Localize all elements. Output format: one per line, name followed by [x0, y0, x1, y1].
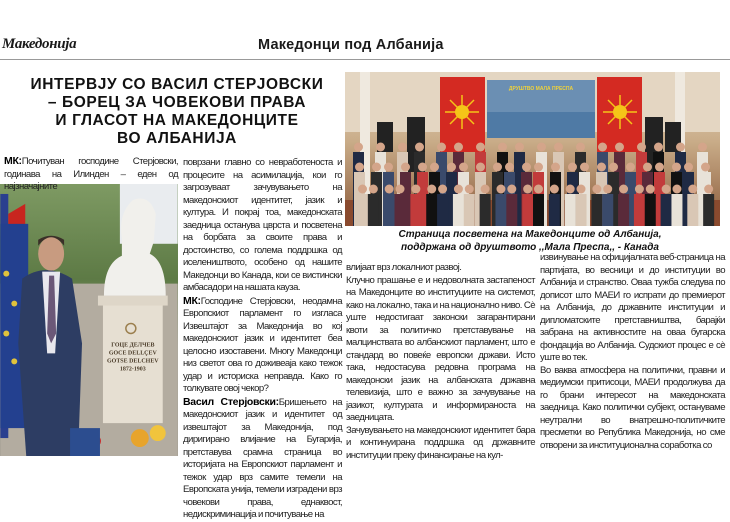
person-head — [385, 185, 394, 194]
person-head — [369, 185, 378, 194]
person-head — [398, 143, 407, 152]
person-head — [698, 143, 707, 152]
headline-line: ИНТЕРВЈУ СО ВАСИЛ СТЕРЈОВСКИ — [30, 76, 324, 93]
person-head — [355, 163, 364, 172]
person-head — [522, 163, 531, 172]
person-body — [495, 194, 506, 226]
person-head — [554, 143, 563, 152]
person-body — [480, 194, 491, 226]
person-body — [426, 194, 437, 226]
person-head — [401, 163, 410, 172]
person-head — [505, 163, 514, 172]
person-head — [626, 163, 635, 172]
person-head — [507, 185, 516, 194]
person-head — [684, 163, 693, 172]
person-head — [493, 163, 502, 172]
publication-logo: Македонија — [2, 36, 77, 52]
person-head — [598, 143, 607, 152]
person-head — [672, 185, 681, 194]
speaker-label: МК: — [183, 294, 201, 307]
person-head — [384, 163, 393, 172]
person-head — [459, 163, 468, 172]
person-head — [396, 185, 405, 194]
person-head — [676, 143, 685, 152]
person-head — [654, 143, 663, 152]
person-head — [465, 185, 474, 194]
person-head — [637, 143, 646, 152]
caption-line: поддржана од друштвото ,,Мала Преспа,, - Канада — [401, 241, 659, 253]
speaker-label: Васил Стерјовски: — [183, 395, 279, 408]
person-head — [376, 143, 385, 152]
person-head — [576, 143, 585, 152]
answer-text: Бришењето на македонскиот јазик и идентитет од извештајот за Македонија, под диригирано влијание на Бугарија, претставува срамна страница во историјата на Европскиот парламент и тежок удар врз самите темели на Европската унија, темели изградени врз човекови права, еднаквост, недискриминација и почитување на — [183, 396, 342, 520]
monument-inscription: 1872-1903 — [119, 366, 146, 373]
person-body — [395, 194, 406, 226]
headline-line: ВО АЛБАНИЈА — [117, 130, 237, 147]
person-head — [354, 143, 363, 152]
person-head — [609, 163, 618, 172]
person-body — [591, 194, 602, 226]
person-body — [687, 194, 698, 226]
person-body — [645, 194, 656, 226]
person-head — [537, 143, 546, 152]
photo-caption — [380, 229, 680, 254]
person-head — [476, 143, 485, 152]
person-head — [615, 143, 624, 152]
person-body — [437, 194, 448, 226]
paragraph: Зачувувањето на македонскиот идентитет бара и континуирана поддршка од државните институции преку финансирање на кул- — [346, 424, 535, 461]
person-head — [430, 163, 439, 172]
person-head — [418, 163, 427, 172]
caption-line: Страница посветена на Македонците од Албанија, — [398, 229, 662, 240]
paragraph: Клучно прашање е и недоволната застапеност на Македонците во институциите на системот, како на локално, така и на национално ниво. Сè уште недостигаат законски загарантирани квоти за политичко претставување на малцинствата во албанскиот парламент, што е стандард во повеќе европски држави. Исто така, недостасува редовна програма на македонски јазик на албанската државна телевизија, што е важно за зачувување на јазикот, културата и информираноста на заедницата. — [346, 274, 535, 423]
person-head — [619, 185, 628, 194]
person-body — [576, 194, 587, 226]
person-head — [568, 163, 577, 172]
person-head — [372, 163, 381, 172]
question-text: Почитуван господине Стерјовски, годинава на Илинден – еден од најзначајните — [4, 156, 178, 192]
person-body — [549, 194, 560, 226]
person-body — [618, 194, 629, 226]
person-head — [358, 185, 367, 194]
person-head — [438, 185, 447, 194]
person-body — [703, 194, 714, 226]
person-head — [597, 163, 606, 172]
person-body — [602, 194, 613, 226]
person-body — [533, 194, 544, 226]
person-head — [566, 185, 575, 194]
person-head — [534, 163, 543, 172]
person-head — [577, 185, 586, 194]
person-head — [688, 185, 697, 194]
person-head — [427, 185, 436, 194]
person-body — [634, 194, 645, 226]
monument-inscription: ГОЦЕ ДЕЛЧЕВ — [111, 342, 155, 349]
question-text: Господине Стерјовски, неодамна Европскиот парламент го изгласа Извештајот за Македонија во кој македонскиот јазик и идентитет беа целосно изоставени. Многу Македонци низ светот ова го доживеаја како тежок удар и историска неправда. Како го толкувате овој чекор? — [183, 295, 342, 394]
article-column-4 — [540, 252, 725, 452]
person-body — [671, 194, 682, 226]
section-title: Македонци под Албанија — [258, 37, 444, 53]
header-rule — [0, 59, 730, 60]
headline-line: И ГЛАСОТ НА МАКЕДОНЦИТЕ — [55, 112, 299, 129]
paragraph: Во ваква атмосфера на политички, правни и медиумски притисоци, МАЕИ продолжува да го брани интересот на македонската заедница. Како политички субјект, остануваме неутрални во внатрешно-политичките пресметки во Република Македонија, но сме отворени за институционална соработка со — [540, 364, 725, 451]
person-head — [454, 143, 463, 152]
person-head — [437, 143, 446, 152]
person-head — [701, 163, 710, 172]
person-body — [384, 194, 395, 226]
person-body — [410, 194, 421, 226]
person-head — [672, 163, 681, 172]
person-head — [415, 143, 424, 152]
person-head — [635, 185, 644, 194]
person-head — [704, 185, 713, 194]
article-column-1 — [4, 155, 178, 194]
monument-inscription: GOTSE DELCHEV — [107, 358, 159, 365]
person-head — [454, 185, 463, 194]
person-body — [522, 194, 533, 226]
person-head — [476, 163, 485, 172]
paragraph: извинување на официјалната веб-страница на партијата, во весници и до институции во Албанија и странство. Оваа тужба следува по дописот што МАЕИ го испрати до премиерот на Албанија, до државните институции и дипломатските претставништва, барајќи забрана на активностите на оваа бугарска фондација во Албанија. Судскиот процес е сè уште во тек. — [540, 252, 725, 363]
person-head — [603, 185, 612, 194]
person-body — [368, 194, 379, 226]
article-column-3 — [346, 262, 535, 462]
person-head — [496, 185, 505, 194]
person-body — [565, 194, 576, 226]
article-column-2 — [183, 157, 342, 522]
paragraph: влијаат врз локалниот развој. — [346, 262, 462, 273]
group-photo-image — [345, 72, 720, 226]
person-body — [661, 194, 672, 226]
person-head — [534, 185, 543, 194]
speaker-label: МК: — [4, 155, 22, 167]
person-head — [646, 185, 655, 194]
person-head — [655, 163, 664, 172]
person-body — [464, 194, 475, 226]
person-body — [506, 194, 517, 226]
person-head — [551, 163, 560, 172]
person-head — [481, 185, 490, 194]
person-body — [453, 194, 464, 226]
person-body — [357, 194, 368, 226]
person-head — [580, 163, 589, 172]
banner-text: ДРУШТВО МАЛА ПРЕСПА — [508, 86, 574, 92]
person-head — [515, 143, 524, 152]
person-head — [498, 143, 507, 152]
monument-photo-image — [0, 184, 178, 456]
person-head — [411, 185, 420, 194]
person-head — [550, 185, 559, 194]
person-head — [592, 185, 601, 194]
person-head — [523, 185, 532, 194]
headline-line: – БОРЕЦ ЗА ЧОВЕКОВИ ПРАВА — [47, 94, 307, 111]
crowd — [353, 143, 714, 227]
person-head — [447, 163, 456, 172]
person-head — [662, 185, 671, 194]
photo-group — [345, 72, 720, 226]
article-headline — [14, 76, 340, 148]
photo-monument — [0, 184, 178, 456]
monument-inscription: GOCE DELLÇEV — [108, 350, 157, 357]
paragraph: поврзани главно со невработеноста и процесите на асимилација, кои го загрозуваат зачувувањето на македонскиот идентитет, јазик и култура. И покрај тоа, македонската заедница останува цврста и посветена на борбата за своите права и достоинство, со голема поддршка од иселеништвото, особено од нашите Македонци во Канада, кои се вистински амбасадори на нашата кауза. — [183, 157, 342, 293]
person-head — [643, 163, 652, 172]
